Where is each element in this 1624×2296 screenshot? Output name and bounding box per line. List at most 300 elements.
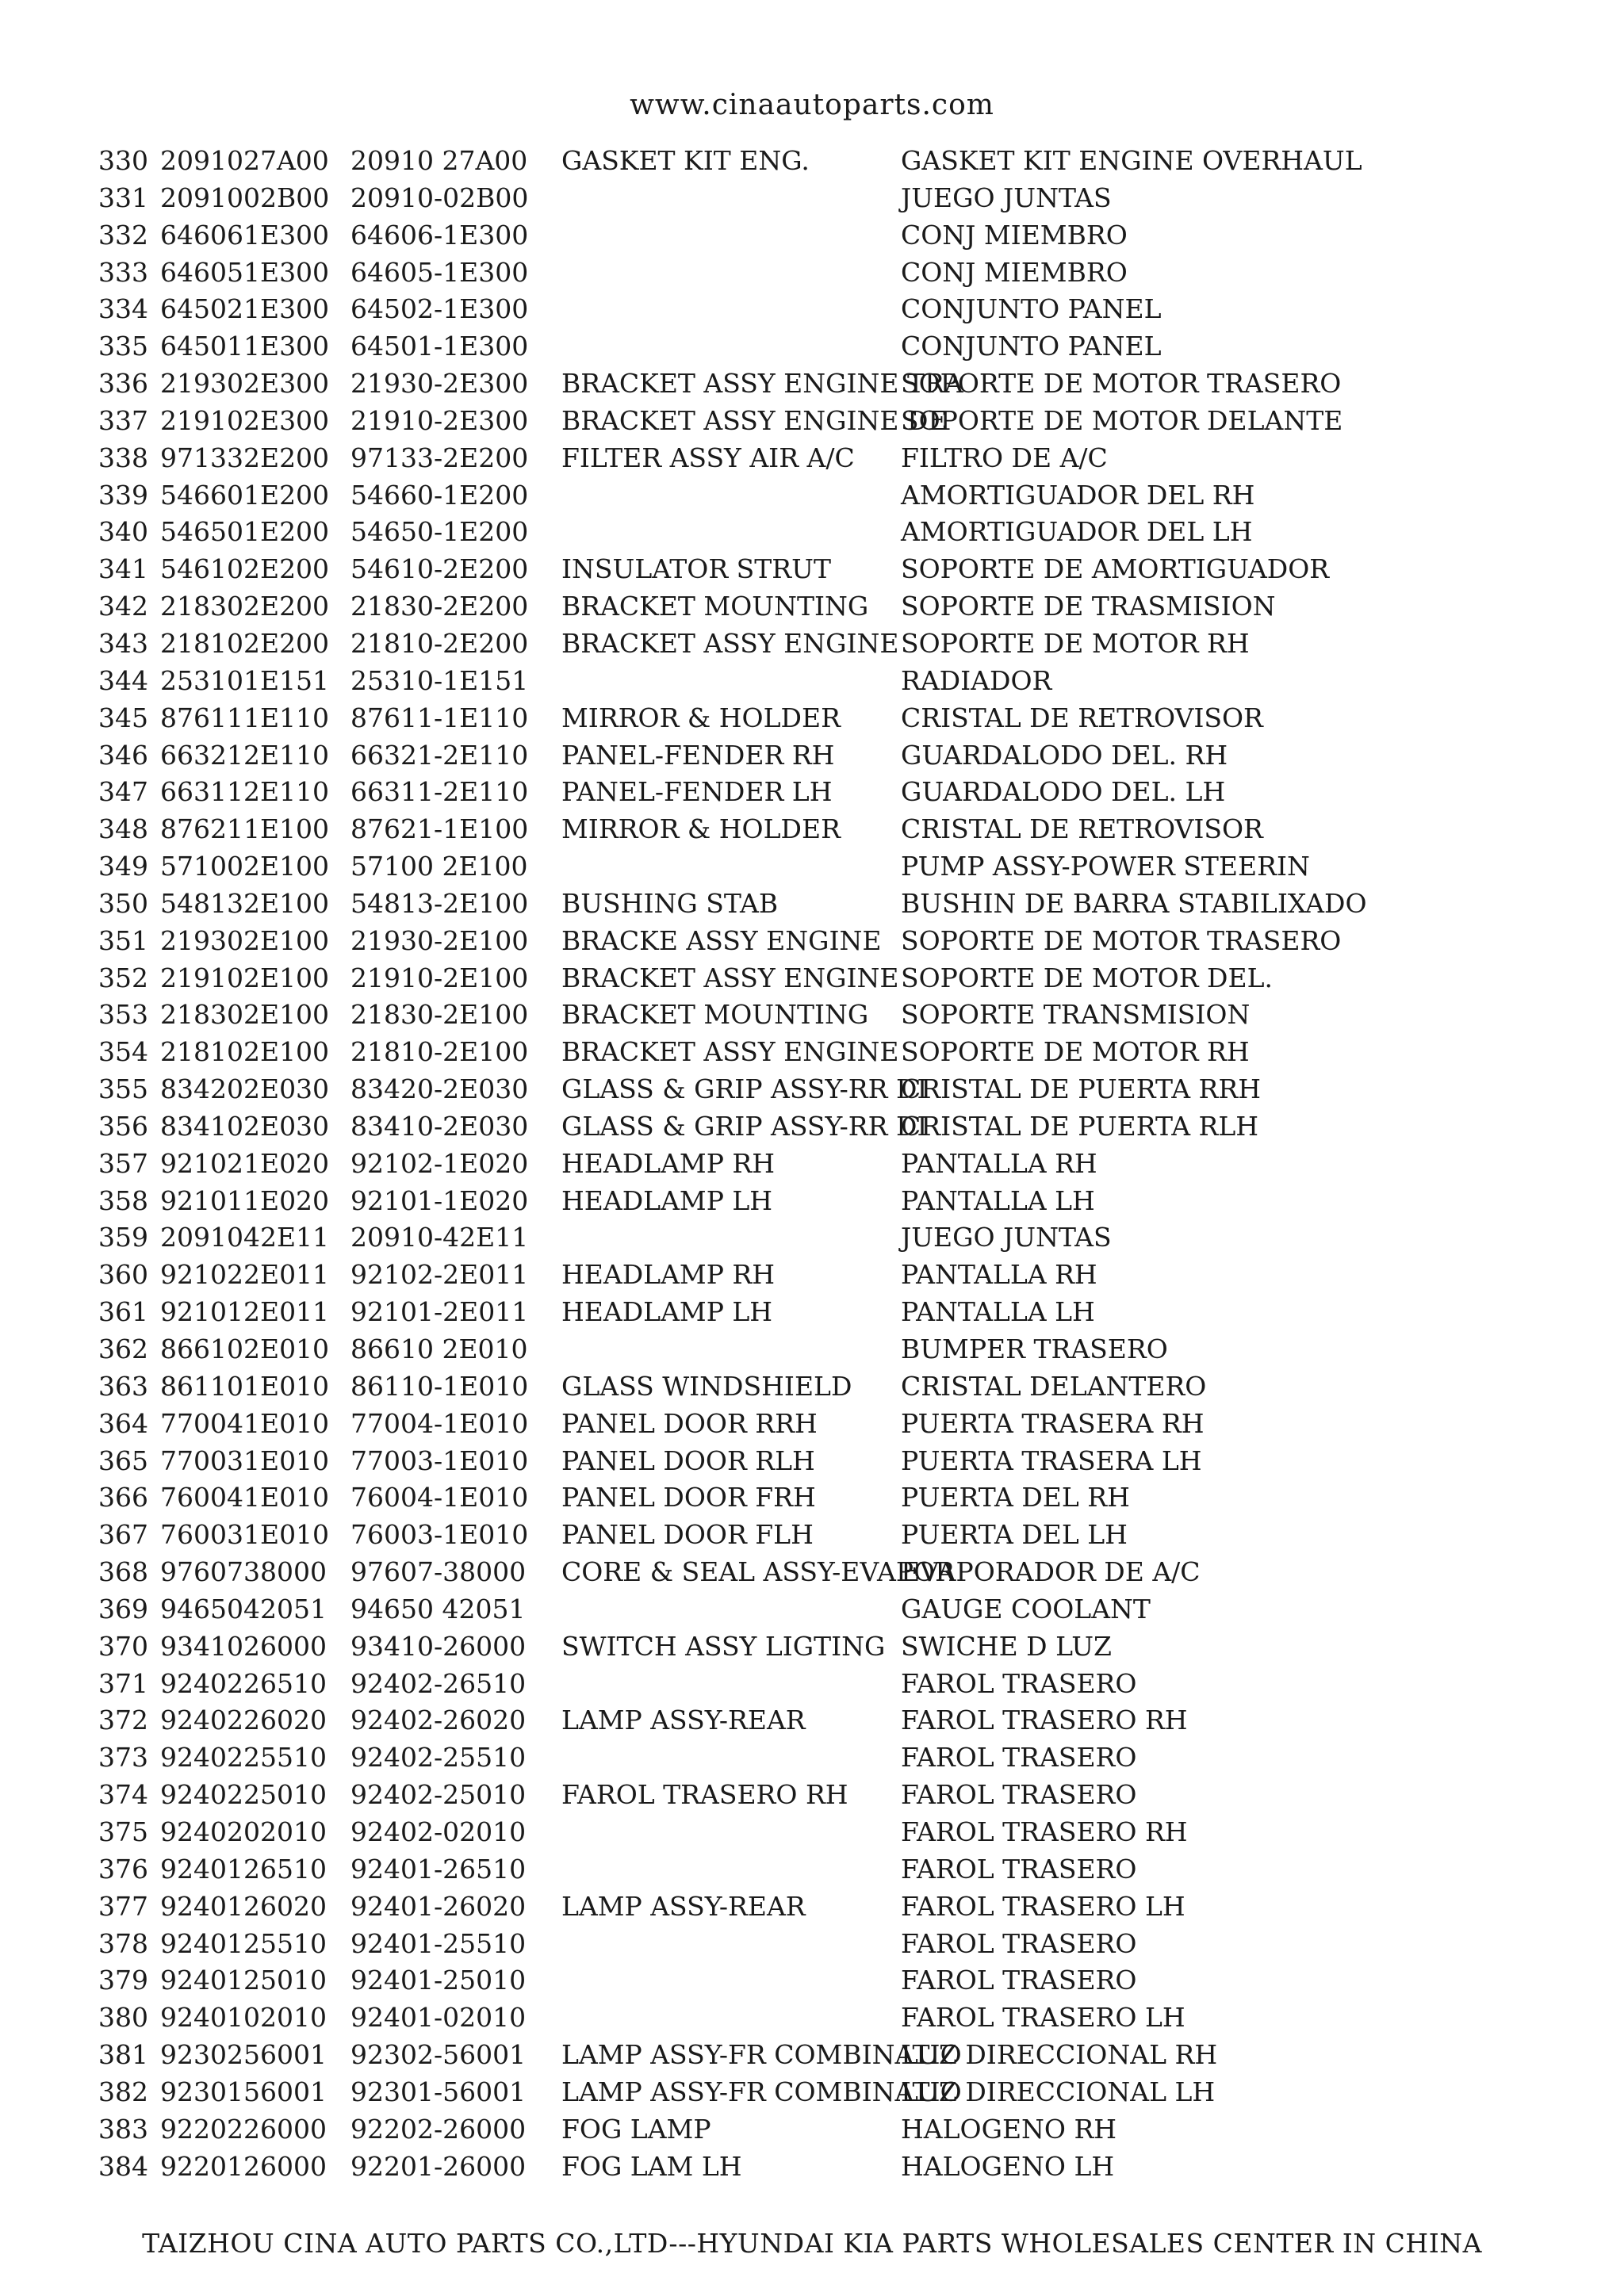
list-item [98, 848, 1605, 886]
part-code: 921011E020 [160, 1184, 330, 1216]
spanish-description: JUEGO JUNTAS [901, 182, 1112, 213]
spanish-description: PUMP ASSY-POWER STEERIN [901, 851, 1310, 882]
spanish-description: PUERTA DEL RH [901, 1482, 1130, 1513]
english-description: GASKET KIT ENG. [561, 145, 810, 176]
list-item [98, 1702, 1605, 1739]
spanish-description: SOPORTE DE MOTOR DEL. [901, 962, 1274, 993]
spanish-description: SOPORTE DE TRASMISION [901, 591, 1276, 622]
part-code: 760041E010 [160, 1482, 330, 1513]
list-item [98, 811, 1605, 848]
part-code: 876211E100 [160, 813, 330, 845]
row-number: 375 [98, 1816, 148, 1847]
part-code: 9230256001 [160, 2039, 327, 2071]
part-number: 92202-26000 [350, 2113, 527, 2145]
part-code: 9240125510 [160, 1927, 327, 1959]
row-number: 358 [98, 1184, 148, 1216]
row-number: 372 [98, 1705, 148, 1736]
part-number: 64502-1E300 [350, 293, 529, 325]
part-number: 76003-1E010 [350, 1519, 529, 1551]
list-item [98, 551, 1605, 588]
row-number: 333 [98, 256, 148, 288]
page-header-url: www.cinaautoparts.com [630, 89, 994, 121]
part-number: 92401-26510 [350, 1853, 527, 1885]
row-number: 347 [98, 776, 148, 808]
english-description: BRACKE ASSY ENGINE [561, 924, 882, 956]
spanish-description: FAROL TRASERO [901, 1742, 1137, 1774]
list-item [98, 440, 1605, 477]
english-description: FOG LAM LH [561, 2150, 742, 2182]
part-code: 2091027A00 [160, 145, 329, 176]
spanish-description: AMORTIGUADOR DEL RH [901, 479, 1255, 511]
list-item [98, 254, 1605, 292]
spanish-description: PANTALLA RH [901, 1147, 1097, 1179]
list-item [98, 1999, 1605, 2037]
row-number: 353 [98, 999, 148, 1031]
part-number: 92401-26020 [350, 1890, 527, 1922]
part-code: 9240225010 [160, 1779, 327, 1811]
english-description: HEADLAMP LH [561, 1184, 773, 1216]
part-code: 253101E151 [160, 664, 330, 696]
spanish-description: RADIADOR [901, 664, 1052, 696]
row-number: 368 [98, 1556, 148, 1588]
row-number: 373 [98, 1742, 148, 1774]
part-code: 834202E030 [160, 1073, 330, 1105]
english-description: BRACKET ASSY ENGINE [561, 627, 899, 659]
list-item [98, 1628, 1605, 1666]
english-description: SWITCH ASSY LIGTING [561, 1630, 886, 1662]
row-number: 344 [98, 664, 148, 696]
list-item [98, 1071, 1605, 1108]
part-number: 21910-2E300 [350, 404, 529, 436]
part-number: 92101-2E011 [350, 1296, 529, 1328]
row-number: 350 [98, 887, 148, 919]
part-code: 218102E200 [160, 627, 330, 659]
part-number: 21810-2E100 [350, 1036, 529, 1068]
part-number: 92402-02010 [350, 1816, 527, 1847]
spanish-description: PANTALLA LH [901, 1184, 1095, 1216]
row-number: 338 [98, 442, 148, 473]
spanish-description: SWICHE D LUZ [901, 1630, 1112, 1662]
english-description: FILTER ASSY AIR A/C [561, 442, 855, 473]
row-number: 356 [98, 1110, 148, 1142]
row-number: 371 [98, 1667, 148, 1699]
list-item [98, 960, 1605, 997]
row-number: 365 [98, 1445, 148, 1476]
row-number: 360 [98, 1259, 148, 1291]
spanish-description: CONJ MIEMBRO [901, 256, 1128, 288]
list-item [98, 1479, 1605, 1517]
spanish-description: FAROL TRASERO [901, 1853, 1137, 1885]
english-description: BRACKET ASSY ENGINE TRA [561, 368, 963, 400]
part-code: 548132E100 [160, 887, 330, 919]
row-number: 345 [98, 702, 148, 733]
part-number: 21830-2E200 [350, 591, 529, 622]
spanish-description: GUARDALODO DEL. LH [901, 776, 1226, 808]
part-number: 20910 27A00 [350, 145, 528, 176]
spanish-description: FAROL TRASERO RH [901, 1816, 1188, 1847]
list-item [98, 1443, 1605, 1480]
part-code: 921022E011 [160, 1259, 330, 1291]
english-description: BRACKET ASSY ENGINE DE [561, 404, 948, 436]
list-item [98, 1962, 1605, 1999]
list-item [98, 1219, 1605, 1257]
row-number: 366 [98, 1482, 148, 1513]
spanish-description: FAROL TRASERO RH [901, 1705, 1188, 1736]
part-code: 834102E030 [160, 1110, 330, 1142]
part-number: 87621-1E100 [350, 813, 529, 845]
english-description: BRACKET MOUNTING [561, 591, 869, 622]
row-number: 346 [98, 739, 148, 771]
part-code: 2091042E11 [160, 1222, 330, 1253]
part-code: 9240225510 [160, 1742, 327, 1774]
list-item [98, 1034, 1605, 1071]
spanish-description: SOPORTE DE MOTOR RH [901, 1036, 1250, 1068]
part-code: 921021E020 [160, 1147, 330, 1179]
part-number: 66311-2E110 [350, 776, 529, 808]
list-item [98, 1591, 1605, 1628]
row-number: 355 [98, 1073, 148, 1105]
list-item [98, 663, 1605, 700]
part-number: 86110-1E010 [350, 1370, 529, 1402]
english-description: LAMP ASSY-REAR [561, 1705, 806, 1736]
english-description: PANEL DOOR RRH [561, 1407, 818, 1439]
spanish-description: BUMPER TRASERO [901, 1334, 1168, 1364]
english-description: BRACKET ASSY ENGINE [561, 1036, 899, 1068]
row-number: 334 [98, 293, 148, 325]
english-description: LAMP ASSY-FR COMBINATIO [561, 2076, 962, 2107]
part-code: 646051E300 [160, 256, 330, 288]
part-code: 2091002B00 [160, 182, 330, 213]
part-number: 54660-1E200 [350, 479, 529, 511]
spanish-description: SOPORTE DE MOTOR TRASERO [901, 924, 1342, 956]
part-number: 92401-02010 [350, 2002, 527, 2034]
part-number: 64605-1E300 [350, 256, 529, 288]
english-description: PANEL DOOR FLH [561, 1519, 814, 1551]
part-code: 9240125010 [160, 1965, 327, 1996]
spanish-description: PUERTA TRASERA RH [901, 1407, 1205, 1439]
english-description: LAMP ASSY-REAR [561, 1890, 806, 1922]
spanish-description: CONJUNTO PANEL [901, 331, 1162, 362]
list-item [98, 2074, 1605, 2111]
part-number: 57100 2E100 [350, 851, 528, 882]
row-number: 363 [98, 1370, 148, 1402]
part-code: 9240226020 [160, 1705, 327, 1736]
part-number: 64606-1E300 [350, 219, 529, 251]
part-code: 866102E010 [160, 1334, 330, 1364]
list-item [98, 477, 1605, 515]
part-number: 76004-1E010 [350, 1482, 529, 1513]
english-description: MIRROR & HOLDER [561, 702, 841, 733]
spanish-description: AMORTIGUADOR DEL LH [901, 516, 1253, 548]
spanish-description: LUZ DIRECCIONAL RH [901, 2039, 1218, 2071]
list-item [98, 626, 1605, 663]
list-item [98, 143, 1605, 180]
part-number: 83410-2E030 [350, 1110, 529, 1142]
list-item [98, 1183, 1605, 1220]
row-number: 376 [98, 1853, 148, 1885]
row-number: 330 [98, 145, 148, 176]
part-number: 54813-2E100 [350, 887, 529, 919]
row-number: 370 [98, 1630, 148, 1662]
spanish-description: CRISTAL DE RETROVISOR [901, 813, 1263, 845]
english-description: PANEL-FENDER RH [561, 739, 835, 771]
row-number: 351 [98, 924, 148, 956]
spanish-description: JUEGO JUNTAS [901, 1222, 1112, 1253]
part-code: 546601E200 [160, 479, 330, 511]
part-number: 21810-2E200 [350, 627, 529, 659]
spanish-description: CRISTAL DELANTERO [901, 1370, 1207, 1402]
part-code: 921012E011 [160, 1296, 330, 1328]
part-number: 64501-1E300 [350, 331, 529, 362]
part-code: 218102E100 [160, 1036, 330, 1068]
spanish-description: BUSHIN DE BARRA STABILIXADO [901, 887, 1367, 919]
english-description: CORE & SEAL ASSY-EVAPOR [561, 1556, 955, 1588]
part-number: 92201-26000 [350, 2150, 527, 2182]
english-description: GLASS WINDSHIELD [561, 1370, 852, 1402]
spanish-description: HALOGENO RH [901, 2113, 1117, 2145]
list-item [98, 1814, 1605, 1851]
spanish-description: CONJUNTO PANEL [901, 293, 1162, 325]
list-item [98, 774, 1605, 811]
list-item [98, 1517, 1605, 1554]
list-item [98, 217, 1605, 254]
list-item [98, 514, 1605, 551]
part-code: 9240126020 [160, 1890, 327, 1922]
english-description: PANEL DOOR FRH [561, 1482, 816, 1513]
part-code: 971332E200 [160, 442, 330, 473]
row-number: 342 [98, 591, 148, 622]
part-number: 93410-26000 [350, 1630, 527, 1662]
row-number: 362 [98, 1334, 148, 1364]
row-number: 348 [98, 813, 148, 845]
list-item [98, 1554, 1605, 1591]
part-number: 97133-2E200 [350, 442, 529, 473]
english-description: GLASS & GRIP ASSY-RR DI [561, 1110, 928, 1142]
row-number: 336 [98, 368, 148, 400]
spanish-description: FAROL TRASERO LH [901, 1890, 1185, 1922]
english-description: PANEL-FENDER LH [561, 776, 833, 808]
part-number: 92102-2E011 [350, 1259, 529, 1291]
row-number: 343 [98, 627, 148, 659]
list-item [98, 737, 1605, 775]
list-item [98, 700, 1605, 737]
list-item [98, 1777, 1605, 1814]
part-code: 9341026000 [160, 1630, 327, 1662]
part-code: 9240226510 [160, 1667, 327, 1699]
list-item [98, 1257, 1605, 1294]
list-item [98, 1888, 1605, 1926]
row-number: 359 [98, 1222, 148, 1253]
part-code: 9220126000 [160, 2150, 327, 2182]
part-code: 9220226000 [160, 2113, 327, 2145]
list-item [98, 997, 1605, 1034]
row-number: 335 [98, 331, 148, 362]
part-code: 9240126510 [160, 1853, 327, 1885]
row-number: 340 [98, 516, 148, 548]
row-number: 382 [98, 2076, 148, 2107]
list-item [98, 1146, 1605, 1183]
part-number: 92301-56001 [350, 2076, 527, 2107]
part-code: 646061E300 [160, 219, 330, 251]
parts-list [98, 143, 1605, 2185]
part-code: 663212E110 [160, 739, 330, 771]
part-number: 21830-2E100 [350, 999, 529, 1031]
row-number: 337 [98, 404, 148, 436]
part-number: 66321-2E110 [350, 739, 529, 771]
english-description: MIRROR & HOLDER [561, 813, 841, 845]
part-number: 92402-25010 [350, 1779, 527, 1811]
spanish-description: SOPORTE DE MOTOR RH [901, 627, 1250, 659]
list-item [98, 1294, 1605, 1331]
part-number: 21910-2E100 [350, 962, 529, 993]
spanish-description: HALOGENO LH [901, 2150, 1115, 2182]
row-number: 364 [98, 1407, 148, 1439]
part-number: 21930-2E100 [350, 924, 529, 956]
list-item [98, 365, 1605, 403]
english-description: FAROL TRASERO RH [561, 1779, 848, 1811]
spanish-description: FILTRO DE A/C [901, 442, 1108, 473]
list-item [98, 1739, 1605, 1777]
spanish-description: GAUGE COOLANT [901, 1593, 1151, 1624]
spanish-description: PANTALLA RH [901, 1259, 1097, 1291]
spanish-description: FAROL TRASERO [901, 1667, 1137, 1699]
english-description: FOG LAMP [561, 2113, 711, 2145]
english-description: LAMP ASSY-FR COMBINATIO [561, 2039, 962, 2071]
list-item [98, 180, 1605, 217]
spanish-description: FAROL TRASERO LH [901, 2002, 1185, 2034]
part-number: 92101-1E020 [350, 1184, 529, 1216]
spanish-description: PUERTA TRASERA LH [901, 1445, 1202, 1476]
row-number: 377 [98, 1890, 148, 1922]
row-number: 357 [98, 1147, 148, 1179]
spanish-description: EVAPORADOR DE A/C [901, 1556, 1201, 1588]
part-code: 861101E010 [160, 1370, 330, 1402]
part-code: 219302E300 [160, 368, 330, 400]
part-code: 218302E200 [160, 591, 330, 622]
spanish-description: GUARDALODO DEL. RH [901, 739, 1228, 771]
part-number: 92102-1E020 [350, 1147, 529, 1179]
row-number: 378 [98, 1927, 148, 1959]
english-description: BUSHING STAB [561, 887, 779, 919]
english-description: GLASS & GRIP ASSY-RR DI [561, 1073, 928, 1105]
part-code: 219302E100 [160, 924, 330, 956]
part-code: 645021E300 [160, 293, 330, 325]
list-item [98, 1331, 1605, 1368]
spanish-description: FAROL TRASERO [901, 1965, 1137, 1996]
part-code: 770041E010 [160, 1407, 330, 1439]
row-number: 331 [98, 182, 148, 213]
row-number: 349 [98, 851, 148, 882]
list-item [98, 2111, 1605, 2149]
part-code: 546102E200 [160, 553, 330, 585]
row-number: 383 [98, 2113, 148, 2145]
row-number: 374 [98, 1779, 148, 1811]
part-code: 219102E300 [160, 404, 330, 436]
list-item [98, 1406, 1605, 1443]
list-item [98, 1926, 1605, 1963]
part-number: 87611-1E110 [350, 702, 529, 733]
part-code: 9465042051 [160, 1593, 327, 1624]
spanish-description: CRISTAL DE PUERTA RLH [901, 1110, 1259, 1142]
part-number: 77003-1E010 [350, 1445, 529, 1476]
list-item [98, 1108, 1605, 1146]
part-number: 92402-26510 [350, 1667, 527, 1699]
page-footer: TAIZHOU CINA AUTO PARTS CO.,LTD---HYUNDAI KIA PARTS WHOLESALES CENTER IN CHINA [142, 2228, 1482, 2259]
list-item [98, 1851, 1605, 1888]
spanish-description: FAROL TRASERO [901, 1927, 1137, 1959]
part-number: 92302-56001 [350, 2039, 527, 2071]
part-number: 20910-02B00 [350, 182, 529, 213]
english-description: BRACKET ASSY ENGINE [561, 962, 899, 993]
spanish-description: SOPORTE DE MOTOR TRASERO [901, 368, 1342, 400]
part-code: 219102E100 [160, 962, 330, 993]
part-number: 97607-38000 [350, 1556, 527, 1588]
spanish-description: SOPORTE DE AMORTIGUADOR [901, 553, 1330, 585]
part-number: 83420-2E030 [350, 1073, 529, 1105]
part-code: 9760738000 [160, 1556, 327, 1588]
english-description: INSULATOR STRUT [561, 553, 831, 585]
list-item [98, 588, 1605, 626]
list-item [98, 291, 1605, 328]
list-item [98, 328, 1605, 365]
part-number: 54650-1E200 [350, 516, 529, 548]
row-number: 367 [98, 1519, 148, 1551]
spanish-description: PANTALLA LH [901, 1296, 1095, 1328]
part-number: 20910-42E11 [350, 1222, 529, 1253]
english-description: PANEL DOOR RLH [561, 1445, 815, 1476]
row-number: 379 [98, 1965, 148, 1996]
part-number: 92402-25510 [350, 1742, 527, 1774]
row-number: 354 [98, 1036, 148, 1068]
spanish-description: LUZ DIRECCIONAL LH [901, 2076, 1216, 2107]
spanish-description: CRISTAL DE PUERTA RRH [901, 1073, 1262, 1105]
spanish-description: FAROL TRASERO [901, 1779, 1137, 1811]
list-item [98, 2037, 1605, 2074]
row-number: 380 [98, 2002, 148, 2034]
row-number: 341 [98, 553, 148, 585]
english-description: HEADLAMP RH [561, 1259, 776, 1291]
part-code: 9240102010 [160, 2002, 327, 2034]
part-number: 92401-25010 [350, 1965, 527, 1996]
part-code: 9230156001 [160, 2076, 327, 2107]
spanish-description: CONJ MIEMBRO [901, 219, 1128, 251]
spanish-description: CRISTAL DE RETROVISOR [901, 702, 1263, 733]
spanish-description: GASKET KIT ENGINE OVERHAUL [901, 145, 1362, 176]
part-code: 663112E110 [160, 776, 330, 808]
row-number: 339 [98, 479, 148, 511]
row-number: 332 [98, 219, 148, 251]
spanish-description: SOPORTE DE MOTOR DELANTE [901, 404, 1343, 436]
part-number: 92402-26020 [350, 1705, 527, 1736]
row-number: 361 [98, 1296, 148, 1328]
row-number: 381 [98, 2039, 148, 2071]
spanish-description: PUERTA DEL LH [901, 1519, 1128, 1551]
english-description: HEADLAMP LH [561, 1296, 773, 1328]
part-code: 9240202010 [160, 1816, 327, 1847]
row-number: 369 [98, 1593, 148, 1624]
part-number: 77004-1E010 [350, 1407, 529, 1439]
list-item [98, 403, 1605, 440]
list-item [98, 923, 1605, 960]
list-item [98, 2149, 1605, 2186]
part-code: 876111E110 [160, 702, 330, 733]
part-code: 760031E010 [160, 1519, 330, 1551]
row-number: 384 [98, 2150, 148, 2182]
part-number: 86610 2E010 [350, 1334, 528, 1364]
part-code: 218302E100 [160, 999, 330, 1031]
part-number: 25310-1E151 [350, 664, 529, 696]
part-number: 54610-2E200 [350, 553, 529, 585]
